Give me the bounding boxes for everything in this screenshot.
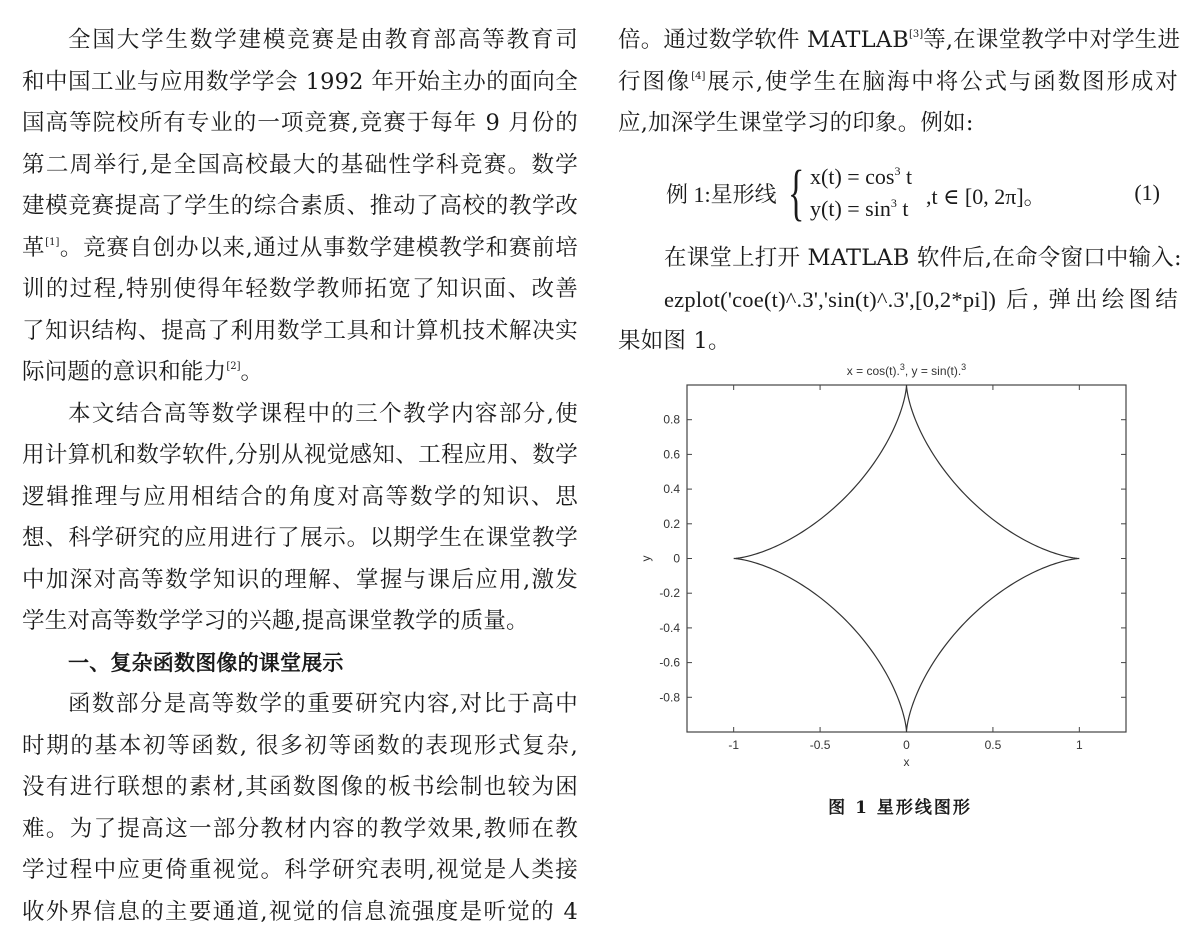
line-text: 。竞赛自创办以来,通过从事数学建模教学和赛前培 (59, 234, 578, 261)
line-text: 想、科学研究的应用进行了展示。以期学生在课堂教学 (22, 525, 578, 551)
x-tick-label: -0.5 (809, 738, 831, 752)
line-text: 等,在课堂教学中对学生进 (923, 27, 1181, 53)
paragraph-line (22, 274, 578, 304)
line-text: 建模竞赛提高了学生的综合素质、推动了高校的教学改 (22, 193, 578, 219)
line-text: 逻辑推理与应用相结合的角度对高等数学的知识、思 (22, 483, 578, 510)
line-text: 第二周举行,是全国高校最大的基础性学科竞赛。数学 (22, 151, 578, 178)
paragraph-line (618, 67, 1178, 97)
x-tick-label: 1 (1075, 738, 1083, 752)
paragraph-line (22, 814, 578, 844)
paragraph-line (22, 108, 578, 138)
line-text: 没有进行联想的素材,其函数图像的板书绘制也较为困 (22, 774, 578, 800)
paragraph-line (22, 689, 578, 719)
line-text: 学过程中应更倚重视觉。科学研究表明,视觉是人类接 (22, 857, 578, 883)
y-tick-label: 0 (673, 551, 680, 566)
equation-astroid (618, 160, 1178, 230)
citation-ref[interactable]: [4] (691, 70, 706, 82)
figure-caption: 图 1 星形线图形 (828, 798, 972, 818)
section-heading (22, 648, 578, 678)
line-text: 学生对高等数学学习的兴趣,提高课堂教学的质量。 (22, 608, 529, 634)
line-text: 全国大学生数学建模竞赛是由教育部高等教育司 (68, 27, 578, 53)
line-text: 收外界信息的主要通道,视觉的信息流强度是听觉的 4 (22, 898, 578, 925)
line-text: 时期的基本初等函数, 很多初等函数的表现形式复杂, (22, 732, 578, 759)
paragraph-line (22, 25, 578, 55)
line-text: 用计算机和数学软件,分别从视觉感知、工程应用、数学 (22, 442, 578, 468)
citation-ref[interactable]: [1] (45, 236, 60, 248)
paragraph-line (22, 399, 578, 429)
paragraph-line (22, 897, 578, 927)
y-axis-label: y (639, 555, 653, 562)
line-text: 革 (22, 234, 46, 261)
y-tick-label: -0.8 (659, 690, 680, 705)
paragraph-line (22, 316, 578, 346)
line-text: 难。为了提高这一部分教材内容的教学效果,教师在教 (22, 815, 578, 842)
x-axis-label: x (903, 755, 910, 769)
paragraph-line (22, 191, 578, 221)
eq-x-rhs: t (900, 164, 913, 189)
eq-y-lhs: y(t) = sin (810, 196, 891, 221)
y-tick-label: 0.4 (663, 482, 680, 497)
y-tick-label: -0.6 (659, 655, 680, 670)
y-tick-label: 0.6 (663, 447, 680, 462)
chart-title: x = cos(t).$^3$, y = sin(t).$^3$ (846, 362, 967, 378)
paragraph-line (22, 482, 578, 512)
line-text: 。 (240, 359, 264, 385)
equation-row-y (810, 196, 908, 222)
line-text: 本文结合高等数学课程中的三个教学内容部分,使 (68, 400, 578, 427)
paragraph-line (22, 731, 578, 761)
figure-1 (630, 355, 1170, 830)
line-text: 果如图 1。 (618, 328, 731, 354)
paragraph-line (22, 565, 578, 595)
y-tick-label: -0.4 (659, 620, 680, 635)
eq-x-lhs: x(t) = cos (810, 164, 895, 189)
eq-x-exp: 3 (894, 164, 901, 178)
line-text: 了知识结构、提高了利用数学工具和计算机技术解决实 (22, 317, 578, 344)
paragraph-line (618, 25, 1181, 55)
y-tick-label: 0.2 (663, 516, 680, 531)
line-text: 在课堂上打开 MATLAB 软件后,在命令窗口中输入: (664, 245, 1182, 271)
plot-frame (687, 385, 1126, 732)
line-text: 倍。通过数学软件 MATLAB (618, 27, 909, 53)
line-text: ezplot('coe(t)^.3','sin(t)^.3',[0,2*pi]) 后, 弹出绘图结 (664, 286, 1178, 312)
x-tick-label: -1 (728, 738, 740, 752)
paragraph-line (618, 285, 1178, 315)
y-tick-label: 0.8 (663, 412, 680, 427)
equation-label: 例 1:星形线 (666, 182, 777, 207)
paragraph-line (22, 772, 578, 802)
x-tick-label: 0 (903, 738, 910, 752)
eq-y-rhs: t (896, 196, 909, 221)
line-text: 函数部分是高等数学的重要研究内容,对比于高中 (68, 691, 578, 717)
eq-y-exp: 3 (890, 196, 897, 210)
equation-row-x (810, 164, 912, 190)
line-text: 国高等院校所有专业的一项竞赛,竞赛于每年 9 月份的 (22, 110, 578, 136)
paragraph-line (618, 108, 1178, 138)
paragraph-line (618, 243, 1182, 273)
paragraph-line (22, 67, 578, 97)
line-text: 一、复杂函数图像的课堂展示 (68, 650, 344, 675)
line-text: 和中国工业与应用数学学会 1992 年开始主办的面向全 (22, 68, 578, 95)
line-text: 应,加深学生课堂学习的印象。例如: (618, 110, 974, 136)
x-tick-label: 0.5 (984, 738, 1002, 752)
line-text: 中加深对高等数学知识的理解、掌握与课后应用,激发 (22, 566, 578, 593)
line-text: 际问题的意识和能力 (22, 359, 227, 385)
equation-domain: ,t ∈ [0, 2π]。 (926, 184, 1046, 209)
paragraph-line (22, 523, 578, 553)
paragraph-line (22, 150, 578, 180)
left-brace: { (788, 159, 805, 227)
equation-number: (1) (1134, 180, 1160, 205)
paragraph-line (22, 440, 578, 470)
y-tick-label: -0.2 (659, 586, 680, 601)
astroid-curve (734, 385, 1080, 732)
paragraph-line (22, 357, 578, 387)
paragraph-line (22, 855, 578, 885)
astroid-plot (630, 355, 1170, 785)
line-text: 训的过程,特别使得年轻数学教师拓宽了知识面、改善 (22, 276, 578, 302)
paragraph-line (618, 326, 1178, 356)
paragraph-line (22, 606, 578, 636)
paragraph-line (22, 233, 578, 263)
line-text: 行图像 (618, 68, 692, 95)
citation-ref[interactable]: [3] (908, 29, 924, 40)
line-text: 展示,使学生在脑海中将公式与函数图形成对 (705, 68, 1178, 95)
citation-ref[interactable]: [2] (226, 361, 241, 372)
